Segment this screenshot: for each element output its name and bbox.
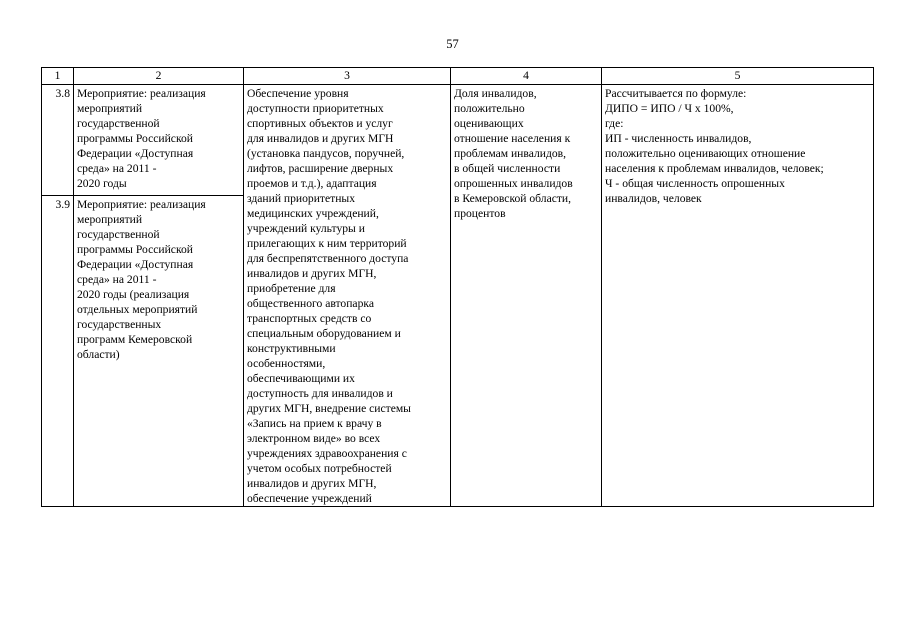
row-number: 3.9 xyxy=(42,196,74,507)
column-header-2: 2 xyxy=(74,68,244,85)
event-cell: Мероприятие: реализация мероприятий государственной программы Российской Федерации «Доступная среда» на 2011 - 2020 годы (реализация отдельных мероприятий государственных программ Кемеровской области) xyxy=(74,196,244,507)
page-number: 57 xyxy=(446,37,459,51)
measures-table xyxy=(41,67,874,507)
event-cell: Мероприятие: реализация мероприятий государственной программы Российской Федерации «Доступная среда» на 2011 - 2020 годы xyxy=(74,85,244,196)
indicator-cell: Доля инвалидов, положительно оценивающих отношение населения к проблемам инвалидов, в общей численности опрошенных инвалидов в Кемеровской области, процентов xyxy=(451,85,602,507)
formula-cell: Рассчитывается по формуле: ДИПО = ИПО / Ч х 100%, где: ИП - численность инвалидов, положительно оценивающих отношение населения к проблемам инвалидов, человек; Ч - общая численность опрошенных инвалидов, человек xyxy=(602,85,874,507)
row-number: 3.8 xyxy=(42,85,74,196)
column-header-1: 1 xyxy=(42,68,74,85)
table-row xyxy=(42,85,874,196)
column-header-5: 5 xyxy=(602,68,874,85)
table-header-row xyxy=(42,68,874,85)
description-cell: Обеспечение уровня доступности приоритетных спортивных объектов и услуг для инвалидов и других МГН (установка пандусов, поручней, лифтов, расширение дверных проемов и т.д.), адаптация зданий приоритетных медицинских учреждений, учреждений культуры и прилегающих к ним территорий для беспрепятственного доступа инвалидов и других МГН, приобретение для общественного автопарка транспортных средств со специальным оборудованием и конструктивными особенностями, обеспечивающими их доступность для инвалидов и других МГН, внедрение системы «Запись на прием к врачу в электронном виде» во всех учреждениях здравоохранения с учетом особых потребностей инвалидов и других МГН, обеспечение учреждений xyxy=(244,85,451,507)
column-header-4: 4 xyxy=(451,68,602,85)
column-header-3: 3 xyxy=(244,68,451,85)
